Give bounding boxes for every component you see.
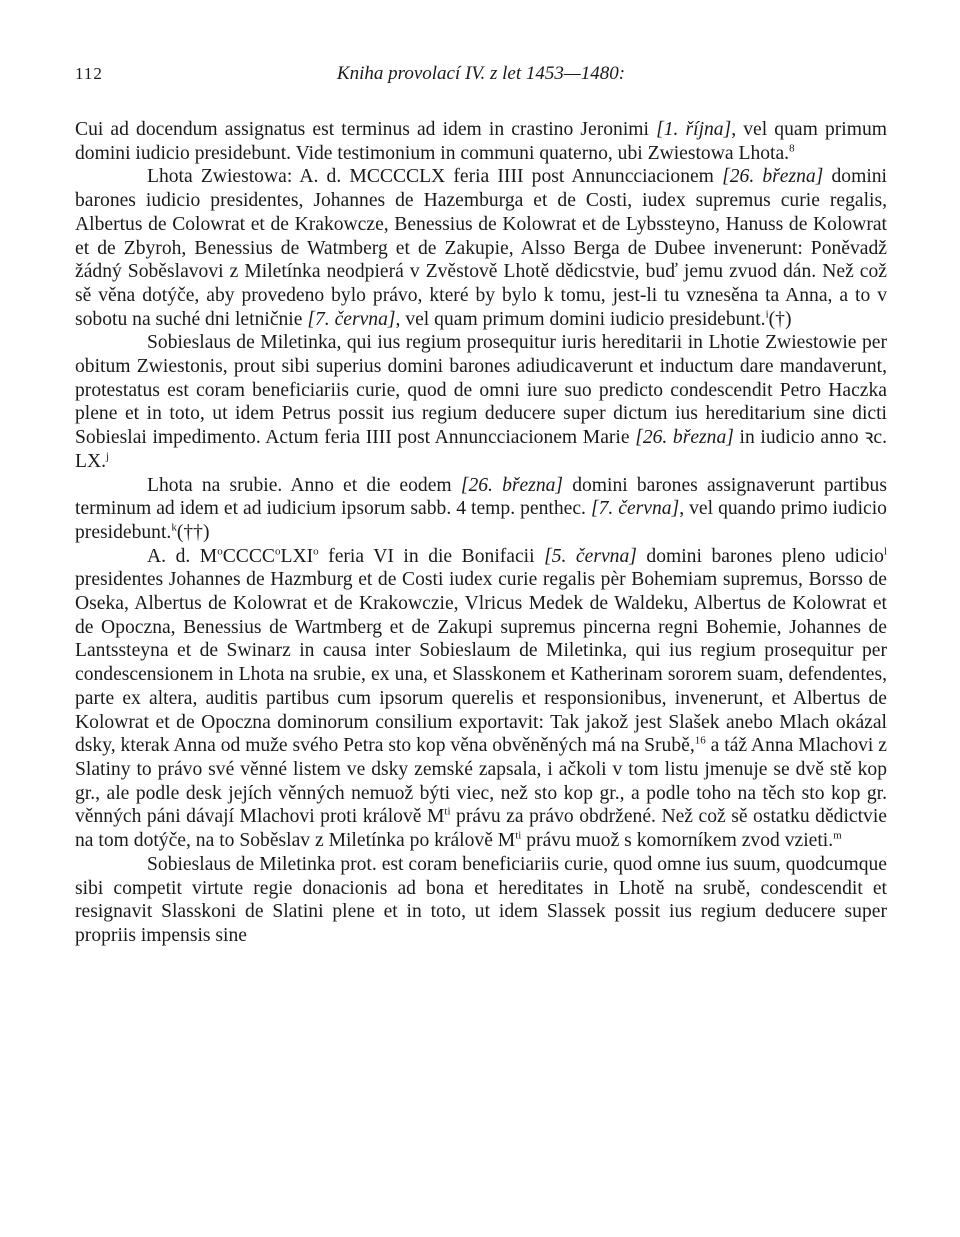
- text-segment: Lhota na srubie. Anno et die eodem: [147, 474, 461, 496]
- footnote-marker: k: [171, 521, 177, 534]
- text-segment: domini barones iudicio presidentes, Johannes de Hazemburga et de Costi, iudex supremus curie regalis, Albertus de Colowrat et de Krakowcze, Benessius de Kolowrat et de Lybssteyno, Hanuss de Kolowrat et de Zbyroh, Benessius de Watmberg et de Zakupie, Alsso Berga de Dubee invenerunt: Poněvadž žádný Soběslavovi z Miletínka neodpierá v Zvěstově Lhotě dědicstvie, buď jemu zvuod dán. Než což sě věna dotýče, aby provedeno bylo právo, které by bylo k tomu, jest-li tu vznesěna ta Anna, a to v sobotu na suché dni letničnie: [75, 166, 887, 330]
- footnote-marker: i: [765, 308, 769, 321]
- document-page: [75, 62, 887, 948]
- paragraph: [75, 474, 887, 545]
- paragraph: [75, 853, 887, 948]
- text-segment: , vel quam primum domini iudicio presidebunt. Vide testimonium in communi quaterno, ubi Zwiestowa Lhota.: [75, 119, 887, 164]
- text-segment: , vel quando primo iudicio presidebunt.: [75, 498, 887, 543]
- footnote-marker: l: [883, 545, 887, 558]
- text-segment: Sobieslaus de Miletinka, qui ius regium prosequitur iuris hereditarii in Lhotie Zwiestowie per obitum Zwiestonis, prout sibi superius domini barones adiudicaverunt et inductum dare mandaverunt, protestatus est coram beneficiariis curie, quod de omni iure suo predicto condescendit Petro Haczka plene et in toto, ut idem Petrus possit ius regium deducere super dictum ius hereditarium sine dicti Sobieslai impedimento. Actum feria IIII post Annuncciacionem Marie: [75, 332, 887, 449]
- text-segment: Cui ad docendum assignatus est terminus ad idem in crastino Jeronimi: [75, 119, 657, 140]
- text-segment: právu muož s komorníkem zvod vzieti.: [521, 830, 834, 852]
- text-segment: (††): [176, 521, 210, 543]
- running-title: Kniha provolací IV. z let 1453—1480:: [336, 63, 626, 84]
- text-segment: (†): [768, 308, 792, 330]
- paragraph: [75, 331, 887, 473]
- date-gloss: [5. června]: [544, 545, 637, 567]
- text-segment: a táž Anna Mlachovi z Slatiny to právo své věnné listem ve dsky zemské zapsala, i ačkoli v tom listu jmenuje se dvě stě kop gr., ale podle desk jejích věnných nemuož býti viec, než sto kop gr., a podle toho na těch sto kop gr. věnných páni dávají Mlachovi proti králově M: [75, 735, 887, 828]
- page-number: 112: [75, 64, 103, 83]
- paragraph: [75, 165, 887, 331]
- footnote-marker: ti: [444, 805, 451, 818]
- date-gloss: [7. června]: [590, 498, 680, 520]
- body-text: [75, 118, 887, 948]
- text-segment: domini barones assignaverunt partibus terminum ad idem et ad iudicium ipsorum sabb. 4 temp. penthec.: [75, 474, 887, 520]
- date-gloss: [1. října]: [656, 119, 732, 140]
- paragraph: [75, 545, 887, 853]
- text-segment: in iudicio anno ꝛc. LX.: [75, 427, 887, 472]
- footnote-marker: ti: [515, 829, 522, 842]
- text-segment: LXI: [280, 545, 314, 567]
- date-gloss: [26. března]: [460, 474, 564, 496]
- text-segment: CCCC: [222, 545, 275, 567]
- text-segment: domini barones pleno udicio: [636, 545, 884, 567]
- text-segment: Sobieslaus de Miletinka prot. est coram beneficiariis curie, quod omne ius suum, quodcumque sibi competit virtute regie donacionis ad bona et hereditates in Lhotě na srubě, condescendit et resignavit Slasskoni de Slatini plene et in toto, ut idem Slassek possit ius regium deducere super propriis impensis sine: [75, 853, 887, 946]
- footnote-marker: o: [217, 545, 223, 558]
- text-segment: Lhota Zwiestowa: A. d. MCCCCLX feria IIII post Annuncciacionem: [147, 166, 723, 188]
- footnote-marker: o: [313, 545, 319, 558]
- paragraph: [75, 118, 887, 165]
- footnote-marker: j: [106, 450, 110, 463]
- text-segment: feria VI in die Bonifacii: [318, 545, 545, 567]
- text-segment: presidentes Johannes de Hazmburg et de Costi iudex curie regalis pèr Bohemiam supremus, Borsso de Oseka, Albertus de Kolowrat et de Krakowczie, Vlricus Medek de Waldeku, Albertus de Kolowrat et de Opoczna, Benessius de Wartmberg et de Zakupi supremus pincerna regni Bohemie, Johannes de Lantssteyna et de Swinarz in causa inter Sobieslaum de Miletinka, qui ius regium prosequitur per condescensionem in Lhota na srubie, ex una, et Slasskonem et Katherinam sororem suam, defendentes, parte ex altera, auditis partibus cum ipsorum querelis et responsionibus, invenerunt, et Albertus de Kolowrat et de Opoczna dominorum consilium exportavit: Tak jakož jest Slašek anebo Mlach okázal dsky, kterak Anna od muže svého Petra sto kop věna obvěněných má na Srubě,: [75, 569, 887, 757]
- text-segment: A. d. M: [147, 545, 218, 567]
- text-segment: právu za právo obdržené. Než což sě ostatku dědictvie na tom dotýče, na to Soběslav z Miletínka po králově M: [75, 806, 887, 852]
- footnote-marker: 8: [789, 142, 795, 155]
- footnote-marker: 16: [694, 734, 706, 747]
- text-segment: , vel quam primum domini iudicio presidebunt.: [395, 308, 766, 330]
- footnote-marker: o: [275, 545, 281, 558]
- date-gloss: [26. března]: [722, 166, 824, 188]
- footnote-marker: m: [833, 829, 842, 842]
- date-gloss: [7. června]: [307, 308, 396, 330]
- date-gloss: [26. března]: [635, 427, 734, 449]
- page-header: [75, 62, 887, 92]
